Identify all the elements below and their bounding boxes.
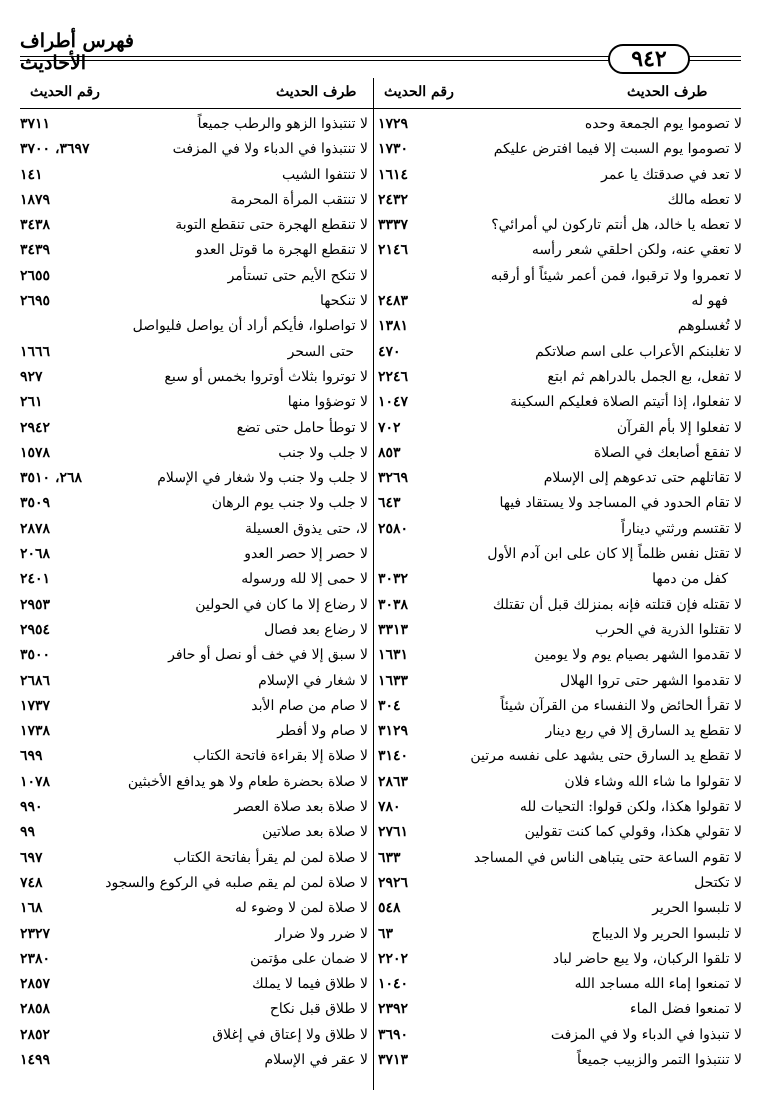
hadith-incipit: لا تعطه يا خالد، هل أنتم تاركون لي أمرائي؟ — [491, 217, 742, 234]
index-entry — [20, 795, 368, 820]
hadith-number: ٣٦٩٧، ٣٧٠٠ — [20, 141, 90, 158]
hadith-incipit: لا تقتل نفس ظلماً إلا كان على ابن آدم الأول — [487, 546, 742, 563]
hadith-number: ٧٠٢ — [378, 419, 401, 436]
hadith-number: ٢٩٥٤ — [20, 621, 51, 638]
hadith-incipit: لا عقر في الإسلام — [264, 1051, 368, 1068]
hadith-number: ٦٣٣ — [378, 849, 401, 866]
hadith-incipit: لا صام من صام الأبد — [251, 697, 368, 714]
index-entry — [378, 694, 742, 719]
hadith-incipit: لا حصر إلا حصر العدو — [244, 546, 368, 563]
hadith-incipit: لا تواصلوا، فأيكم أراد أن يواصل فليواصل — [132, 318, 368, 335]
index-entry — [378, 846, 742, 871]
hadith-number: ١٧٣٧ — [20, 697, 51, 714]
index-entry — [378, 466, 742, 491]
hadith-number: ٣٠٣٢ — [378, 571, 409, 588]
hadith-number: ٢٠٦٨ — [20, 546, 51, 563]
hadith-incipit: لا صام ولا أفطر — [277, 723, 368, 740]
index-entry — [378, 441, 742, 466]
index-entry — [378, 112, 742, 137]
index-entry — [378, 542, 742, 567]
hadith-incipit: لا تعقي عنه، ولكن احلقي شعر رأسه — [531, 242, 742, 259]
hadith-incipit: لا تعمروا ولا ترقبوا، فمن أعمر شيئاً أو أرقبه — [490, 267, 742, 284]
index-entry — [378, 669, 742, 694]
hadith-number: ٢٣٢٧ — [20, 925, 51, 942]
hadith-incipit: لا ضرر ولا ضرار — [275, 925, 368, 942]
index-entry — [378, 643, 742, 668]
hadith-number: ٣٧١١ — [20, 116, 51, 132]
hadith-incipit: لا تصوموا يوم الجمعة وحده — [584, 116, 742, 132]
index-entry — [20, 719, 368, 744]
hadith-number: ٢٩٢٦ — [378, 874, 409, 891]
index-entry — [378, 922, 742, 947]
hadith-incipit: لا صلاة بحضرة طعام ولا هو يدافع الأخبثين — [127, 773, 368, 790]
hadith-number: ٣٠٤ — [378, 697, 401, 714]
index-entry — [378, 1023, 742, 1048]
hadith-incipit: لا تفقع أصابعك في الصلاة — [593, 444, 742, 461]
hadith-number: ٢٣٨٠ — [20, 950, 51, 967]
index-entry — [378, 213, 742, 238]
index-entry — [378, 314, 742, 339]
index-entry — [20, 264, 368, 289]
hadith-incipit: لا صلاة بعد صلاة العصر — [234, 799, 368, 816]
hadith-incipit: لا تقطع يد السارق حتى يشهد على نفسه مرتين — [470, 748, 742, 765]
hadith-incipit: لا تغلبنكم الأعراب على اسم صلاتكم — [535, 343, 742, 360]
hadith-incipit: لا تقطع يد السارق إلا في ربع دينار — [545, 723, 742, 740]
hadith-incipit: لا طلاق ولا إعتاق في إغلاق — [212, 1026, 368, 1043]
index-entry — [378, 188, 742, 213]
running-header-title: فهرس أطراف الأحاديث — [20, 30, 134, 74]
index-entry — [20, 517, 368, 542]
index-entry — [20, 314, 368, 339]
index-entry — [20, 188, 368, 213]
hadith-number: ٦٩٧ — [20, 849, 43, 866]
hadith-incipit: لا تعد في صدقتك يا عمر — [601, 166, 742, 183]
right-column-head-text: طرف الحديث — [627, 84, 708, 100]
hadith-number: ١٦٨ — [20, 900, 43, 917]
index-entry — [378, 896, 742, 921]
index-entry — [20, 289, 368, 314]
index-entry — [20, 416, 368, 441]
hadith-incipit: لا جلب ولا جنب — [278, 444, 368, 461]
hadith-number: ٣٣٣٧ — [378, 217, 409, 234]
index-entry — [20, 669, 368, 694]
index-entry — [378, 340, 742, 365]
hadith-incipit: لا ضمان على مؤتمن — [250, 950, 368, 967]
hadith-incipit: لا تلبسوا الحرير ولا الديباج — [591, 925, 742, 942]
hadith-number: ٢٩٥٣ — [20, 596, 51, 613]
index-entry — [20, 238, 368, 263]
hadith-number: ١٨٧٩ — [20, 191, 51, 208]
index-entry — [20, 770, 368, 795]
hadith-number: ٣٥٠٩ — [20, 495, 51, 512]
hadith-incipit: لا تنتبذوا في الدباء ولا في المزفت — [172, 141, 368, 158]
hadith-number: ٢٥٨٠ — [378, 520, 409, 537]
index-entry — [378, 390, 742, 415]
hadith-incipit: لا جلب ولا جنب يوم الرهان — [211, 495, 368, 512]
index-entry — [20, 163, 368, 188]
hadith-incipit: لا صلاة لمن لم يقم صلبه في الركوع والسجود — [105, 874, 368, 891]
index-entry — [378, 137, 742, 162]
hadith-number: ١٠٧٨ — [20, 773, 51, 790]
hadith-incipit: لا سبق إلا في خف أو نصل أو حافر — [168, 647, 368, 664]
hadith-number: ٢٨٧٨ — [20, 520, 51, 537]
hadith-incipit: لا تنكحها — [319, 293, 368, 310]
index-entry — [20, 1023, 368, 1048]
hadith-number: ٢٤٠١ — [20, 571, 51, 588]
hadith-number: ١٧٣٠ — [378, 141, 409, 158]
index-entry — [378, 491, 742, 516]
hadith-number: ٤٧٠ — [378, 343, 401, 360]
hadith-incipit: فهو له — [691, 293, 728, 310]
hadith-incipit: لا تلبسوا الحرير — [652, 900, 742, 917]
hadith-incipit: لا توضؤوا منها — [287, 394, 368, 411]
hadith-number: ٢٦٩٥ — [20, 293, 51, 310]
hadith-incipit: لا تقولوا ما شاء الله وشاء فلان — [564, 773, 742, 790]
hadith-incipit: لا صلاة لمن لم يقرأ بفاتحة الكتاب — [173, 849, 368, 866]
column-head-rule — [20, 108, 741, 109]
index-entry — [20, 922, 368, 947]
hadith-number: ٩٩٠ — [20, 799, 43, 816]
hadith-number: ٢٦١ — [20, 394, 43, 411]
hadith-number: ٢٦٨٦ — [20, 672, 51, 689]
hadith-number: ٨٥٣ — [378, 444, 401, 461]
hadith-incipit: لا تقام الحدود في المساجد ولا يستقاد فيها — [499, 495, 742, 512]
hadith-number: ١٦٣١ — [378, 647, 409, 664]
hadith-incipit: لا تُغسلوهم — [677, 318, 742, 335]
hadith-incipit: لا تمنعوا فضل الماء — [630, 1001, 742, 1018]
hadith-number: ٧٤٨ — [20, 874, 43, 891]
index-entry — [20, 820, 368, 845]
index-entry — [20, 213, 368, 238]
hadith-incipit: لا تقرأ الحائض ولا النفساء من القرآن شيئاً — [500, 697, 742, 714]
hadith-incipit: لا توطأ حامل حتى تضع — [236, 419, 368, 436]
index-entry — [20, 112, 368, 137]
hadith-incipit: لا تفعلوا، إذا أتيتم الصلاة فعليكم السكينة — [510, 394, 742, 411]
hadith-incipit: لا تقاتلهم حتى تدعوهم إلى الإسلام — [543, 470, 742, 487]
hadith-number: ٢٤٣٢ — [378, 191, 409, 208]
index-entry — [378, 517, 742, 542]
hadith-number: ٣٤٣٨ — [20, 217, 51, 234]
hadith-incipit: لا تفعل، بع الجمل بالدراهم ثم ابتع — [547, 368, 742, 385]
hadith-incipit: لا تنبذوا في الدباء ولا في المزفت — [550, 1026, 742, 1043]
hadith-number: ١٦٦٦ — [20, 343, 51, 360]
hadith-incipit: لا تنتفوا الشيب — [281, 166, 368, 183]
hadith-incipit: لا تقولوا هكذا، ولكن قولوا: التحيات لله — [519, 799, 742, 816]
hadith-number: ٢٦٥٥ — [20, 267, 51, 284]
hadith-number: ٢٨٥٨ — [20, 1001, 51, 1018]
column-divider — [373, 78, 374, 1090]
hadith-number: ٣١٢٩ — [378, 723, 409, 740]
left-column — [20, 112, 368, 1073]
hadith-number: ٢٣٩٢ — [378, 1001, 409, 1018]
index-entry — [20, 137, 368, 162]
hadith-number: ١٥٧٨ — [20, 444, 51, 461]
hadith-number: ٣٢٦٩ — [378, 470, 409, 487]
hadith-incipit: لا تنقطع الهجرة ما قوتل العدو — [195, 242, 368, 259]
hadith-incipit: لا صلاة إلا بقراءة فاتحة الكتاب — [192, 748, 368, 765]
hadith-incipit: لا شغار في الإسلام — [258, 672, 368, 689]
index-entry — [378, 289, 742, 314]
hadith-incipit: لا صلاة بعد صلاتين — [262, 824, 368, 841]
hadith-number: ١٣٨١ — [378, 318, 409, 335]
index-entry — [378, 795, 742, 820]
hadith-number: ٣١٤٠ — [378, 748, 409, 765]
hadith-number: ٩٩ — [20, 824, 36, 841]
hadith-incipit: لا تقتسم ورثتي ديناراً — [621, 520, 742, 537]
index-entry — [20, 846, 368, 871]
hadith-incipit: لا طلاق فيما لا يملك — [252, 976, 368, 993]
index-entry — [20, 643, 368, 668]
hadith-incipit: لا تكتحل — [694, 874, 742, 891]
page-number: ٩٤٢ — [608, 44, 690, 74]
hadith-number: ١٧٣٨ — [20, 723, 51, 740]
hadith-incipit: لا تقتله فإن قتلته فإنه بمنزلك قبل أن تقتلك — [492, 596, 742, 613]
index-entry — [20, 997, 368, 1022]
index-entry — [378, 770, 742, 795]
hadith-number: ٢٢٤٦ — [378, 368, 409, 385]
index-entry — [378, 972, 742, 997]
index-entry — [20, 947, 368, 972]
right-column-head-num: رقم الحديث — [384, 84, 454, 100]
hadith-number: ١٦١٤ — [378, 166, 409, 183]
hadith-incipit: لا تمنعوا إماء الله مساجد الله — [574, 976, 742, 993]
hadith-incipit: لا تقدموا الشهر حتى تروا الهلال — [560, 672, 742, 689]
index-entry — [20, 567, 368, 592]
index-entry — [20, 694, 368, 719]
hadith-number: ٢١٤٦ — [378, 242, 409, 259]
index-entry — [378, 1048, 742, 1073]
index-entry — [378, 163, 742, 188]
index-entry — [20, 896, 368, 921]
index-entry — [20, 1048, 368, 1073]
hadith-incipit: لا تعطه مالك — [667, 191, 742, 208]
index-entry — [20, 593, 368, 618]
hadith-incipit: لا تصوموا يوم السبت إلا فيما افترض عليكم — [493, 141, 742, 158]
hadith-incipit: لا تنتبذوا الزهو والرطب جميعاً — [197, 116, 368, 132]
index-entry — [20, 390, 368, 415]
left-column-head-text: طرف الحديث — [276, 84, 357, 100]
index-entry — [378, 238, 742, 263]
hadith-incipit: لا رضاع بعد فصال — [264, 621, 368, 638]
hadith-number: ٢٧٦١ — [378, 824, 409, 841]
hadith-number: ١٤٩٩ — [20, 1051, 51, 1068]
hadith-number: ٦٤٣ — [378, 495, 401, 512]
hadith-incipit: لا تلقوا الركبان، ولا يبع حاضر لباد — [552, 950, 742, 967]
hadith-number: ١٠٤٧ — [378, 394, 409, 411]
index-entry — [20, 466, 368, 491]
hadith-number: ٢٨٥٢ — [20, 1026, 51, 1043]
hadith-incipit: لا تنتبذوا التمر والزبيب جميعاً — [576, 1051, 742, 1068]
hadith-number: ١٧٢٩ — [378, 116, 409, 132]
hadith-incipit: لا تقدموا الشهر بصيام يوم ولا يومين — [534, 647, 742, 664]
hadith-incipit: حتى السحر — [287, 343, 354, 360]
index-entry — [20, 618, 368, 643]
index-entry — [20, 871, 368, 896]
index-entry — [378, 997, 742, 1022]
hadith-incipit: لا تنتقب المرأة المحرمة — [230, 191, 368, 208]
hadith-incipit: لا جلب ولا جنب ولا شغار في الإسلام — [157, 470, 368, 487]
hadith-incipit: لا تقتلوا الذرية في الحرب — [595, 621, 742, 638]
index-entry — [378, 719, 742, 744]
hadith-incipit: لا تنقطع الهجرة حتى تنقطع التوبة — [175, 217, 368, 234]
hadith-number: ٦٩٩ — [20, 748, 43, 765]
hadith-number: ٣٧١٣ — [378, 1051, 409, 1068]
hadith-number: ٩٢٧ — [20, 368, 43, 385]
index-entry — [20, 441, 368, 466]
hadith-number: ١٤١ — [20, 166, 43, 183]
index-entry — [378, 365, 742, 390]
hadith-incipit: لا، حتى يذوق العسيلة — [244, 520, 368, 537]
index-entry — [20, 744, 368, 769]
hadith-incipit: لا حمى إلا لله ورسوله — [241, 571, 368, 588]
hadith-incipit: لا تقولي هكذا، وقولي كما كنت تقولين — [524, 824, 742, 841]
index-entry — [378, 871, 742, 896]
hadith-number: ١٦٣٣ — [378, 672, 409, 689]
hadith-number: ٣٦٩٠ — [378, 1026, 409, 1043]
hadith-number: ٣٤٣٩ — [20, 242, 51, 259]
hadith-number: ٢٤٨٣ — [378, 293, 409, 310]
hadith-incipit: كفل من دمها — [652, 571, 728, 588]
index-entry — [378, 416, 742, 441]
hadith-number: ٧٨٠ — [378, 799, 401, 816]
hadith-incipit: لا طلاق قبل نكاح — [269, 1001, 368, 1018]
hadith-number: ٣٣١٣ — [378, 621, 409, 638]
hadith-incipit: لا توتروا بثلاث أوتروا بخمس أو سبع — [164, 368, 368, 385]
hadith-number: ٣٥٠٠ — [20, 647, 51, 664]
left-column-head-num: رقم الحديث — [30, 84, 100, 100]
hadith-number: ٣٠٣٨ — [378, 596, 409, 613]
index-entry — [378, 264, 742, 289]
hadith-incipit: لا تفعلوا إلا بأم القرآن — [616, 419, 742, 436]
index-entry — [20, 491, 368, 516]
hadith-number: ٢٩٤٢ — [20, 419, 51, 436]
index-entry — [378, 567, 742, 592]
hadith-incipit: لا صلاة لمن لا وضوء له — [234, 900, 368, 917]
hadith-incipit: لا تنكح الأيم حتى تستأمر — [227, 267, 368, 284]
right-column — [378, 112, 742, 1073]
hadith-number: ٦٣ — [378, 925, 394, 942]
index-entry — [378, 744, 742, 769]
hadith-number: ٢٨٦٣ — [378, 773, 409, 790]
index-entry — [20, 365, 368, 390]
hadith-number: ٢٨٥٧ — [20, 976, 51, 993]
index-entry — [378, 947, 742, 972]
hadith-number: ٥٤٨ — [378, 900, 401, 917]
index-entry — [378, 593, 742, 618]
index-entry — [20, 542, 368, 567]
index-entry — [20, 340, 368, 365]
hadith-incipit: لا تقوم الساعة حتى يتباهى الناس في المساجد — [473, 849, 742, 866]
index-entry — [20, 972, 368, 997]
hadith-number: ٢٦٨، ٣٥١٠ — [20, 470, 83, 487]
index-entry — [378, 820, 742, 845]
hadith-number: ٢٢٠٢ — [378, 950, 409, 967]
hadith-number: ١٠٤٠ — [378, 976, 409, 993]
index-entry — [378, 618, 742, 643]
hadith-incipit: لا رضاع إلا ما كان في الحولين — [195, 596, 368, 613]
